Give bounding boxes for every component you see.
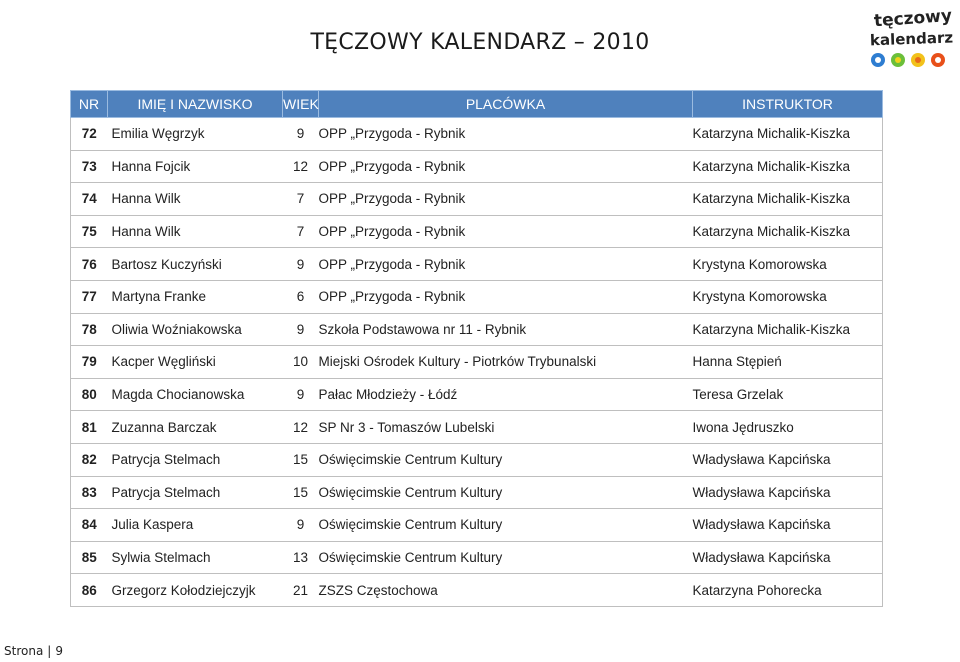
participant-place: Szkoła Podstawowa nr 11 - Rybnik [319,313,693,346]
page-title: TĘCZOWY KALENDARZ – 2010 [310,30,650,55]
table-row [71,118,883,151]
participant-place: Oświęcimskie Centrum Kultury [319,541,693,574]
participant-age: 7 [283,215,319,248]
participant-name: Patrycja Stelmach [108,476,283,509]
column-header-nr: NR [71,91,108,118]
row-number: 85 [71,541,108,574]
instructor-name: Władysława Kapcińska [693,541,883,574]
instructor-name: Władysława Kapcińska [693,443,883,476]
column-header-place: PLACÓWKA [319,91,693,118]
footer-label: Strona [4,644,44,658]
participant-name: Julia Kaspera [108,509,283,542]
participant-place: SP Nr 3 - Tomaszów Lubelski [319,411,693,444]
participant-place: Miejski Ośrodek Kultury - Piotrków Trybunalski [319,346,693,379]
instructor-name: Hanna Stępień [693,346,883,379]
participant-name: Hanna Wilk [108,215,283,248]
row-number: 84 [71,509,108,542]
instructor-name: Iwona Jędruszko [693,411,883,444]
logo-text-top: tęczowy [873,5,953,32]
participant-name: Hanna Wilk [108,183,283,216]
row-number: 81 [71,411,108,444]
participant-name: Patrycja Stelmach [108,443,283,476]
participant-place: OPP „Przygoda - Rybnik [319,248,693,281]
row-number: 77 [71,280,108,313]
instructor-name: Teresa Grzelak [693,378,883,411]
row-number: 79 [71,346,108,379]
participant-place: ZSZS Częstochowa [319,574,693,607]
participant-age: 13 [283,541,319,574]
row-number: 83 [71,476,108,509]
participant-age: 10 [283,346,319,379]
row-number: 76 [71,248,108,281]
table-row [71,215,883,248]
participant-age: 9 [283,313,319,346]
instructor-name: Krystyna Komorowska [693,280,883,313]
row-number: 73 [71,150,108,183]
row-number: 75 [71,215,108,248]
column-header-name: IMIĘ I NAZWISKO [108,91,283,118]
participant-name: Magda Chocianowska [108,378,283,411]
table-row [71,443,883,476]
instructor-name: Katarzyna Pohorecka [693,574,883,607]
participant-place: OPP „Przygoda - Rybnik [319,280,693,313]
participant-age: 12 [283,150,319,183]
instructor-name: Katarzyna Michalik-Kiszka [693,183,883,216]
table-row [71,476,883,509]
participant-place: Oświęcimskie Centrum Kultury [319,443,693,476]
table-row [71,411,883,444]
column-header-age: WIEK [283,91,319,118]
table-row [71,509,883,542]
row-number: 86 [71,574,108,607]
row-number: 74 [71,183,108,216]
logo [868,2,958,72]
participant-name: Zuzanna Barczak [108,411,283,444]
row-number: 82 [71,443,108,476]
participants-table [70,90,883,607]
table-row [71,378,883,411]
participant-place: Pałac Młodzieży - Łódź [319,378,693,411]
participant-name: Grzegorz Kołodziejczyjk [108,574,283,607]
table-row [71,280,883,313]
row-number: 72 [71,118,108,151]
logo-text-bottom: kalendarz [869,28,954,50]
participant-name: Hanna Fojcik [108,150,283,183]
rainbow-calendar-logo-icon [868,2,958,72]
table-row [71,346,883,379]
participant-name: Oliwia Woźniakowska [108,313,283,346]
instructor-name: Katarzyna Michalik-Kiszka [693,313,883,346]
instructor-name: Władysława Kapcińska [693,476,883,509]
participant-place: OPP „Przygoda - Rybnik [319,118,693,151]
column-header-instructor: INSTRUKTOR [693,91,883,118]
participant-place: Oświęcimskie Centrum Kultury [319,476,693,509]
participant-age: 15 [283,443,319,476]
participant-age: 9 [283,248,319,281]
table-row [71,150,883,183]
footer-page-number: 9 [55,644,63,658]
participant-age: 9 [283,118,319,151]
participant-place: Oświęcimskie Centrum Kultury [319,509,693,542]
participant-name: Martyna Franke [108,280,283,313]
table-row [71,313,883,346]
instructor-name: Krystyna Komorowska [693,248,883,281]
instructor-name: Katarzyna Michalik-Kiszka [693,215,883,248]
participant-age: 7 [283,183,319,216]
participant-age: 9 [283,378,319,411]
participant-name: Kacper Węgliński [108,346,283,379]
participant-age: 21 [283,574,319,607]
instructor-name: Władysława Kapcińska [693,509,883,542]
page-footer: Strona | 9 [4,644,63,658]
participant-age: 6 [283,280,319,313]
participant-age: 9 [283,509,319,542]
participant-place: OPP „Przygoda - Rybnik [319,150,693,183]
participant-age: 12 [283,411,319,444]
table-row [71,248,883,281]
row-number: 78 [71,313,108,346]
table-row [71,183,883,216]
participant-age: 15 [283,476,319,509]
table-row [71,574,883,607]
participant-name: Emilia Węgrzyk [108,118,283,151]
instructor-name: Katarzyna Michalik-Kiszka [693,150,883,183]
participant-place: OPP „Przygoda - Rybnik [319,183,693,216]
table-header-row [71,91,883,118]
participant-name: Bartosz Kuczyński [108,248,283,281]
instructor-name: Katarzyna Michalik-Kiszka [693,118,883,151]
row-number: 80 [71,378,108,411]
participant-name: Sylwia Stelmach [108,541,283,574]
participant-place: OPP „Przygoda - Rybnik [319,215,693,248]
table-row [71,541,883,574]
